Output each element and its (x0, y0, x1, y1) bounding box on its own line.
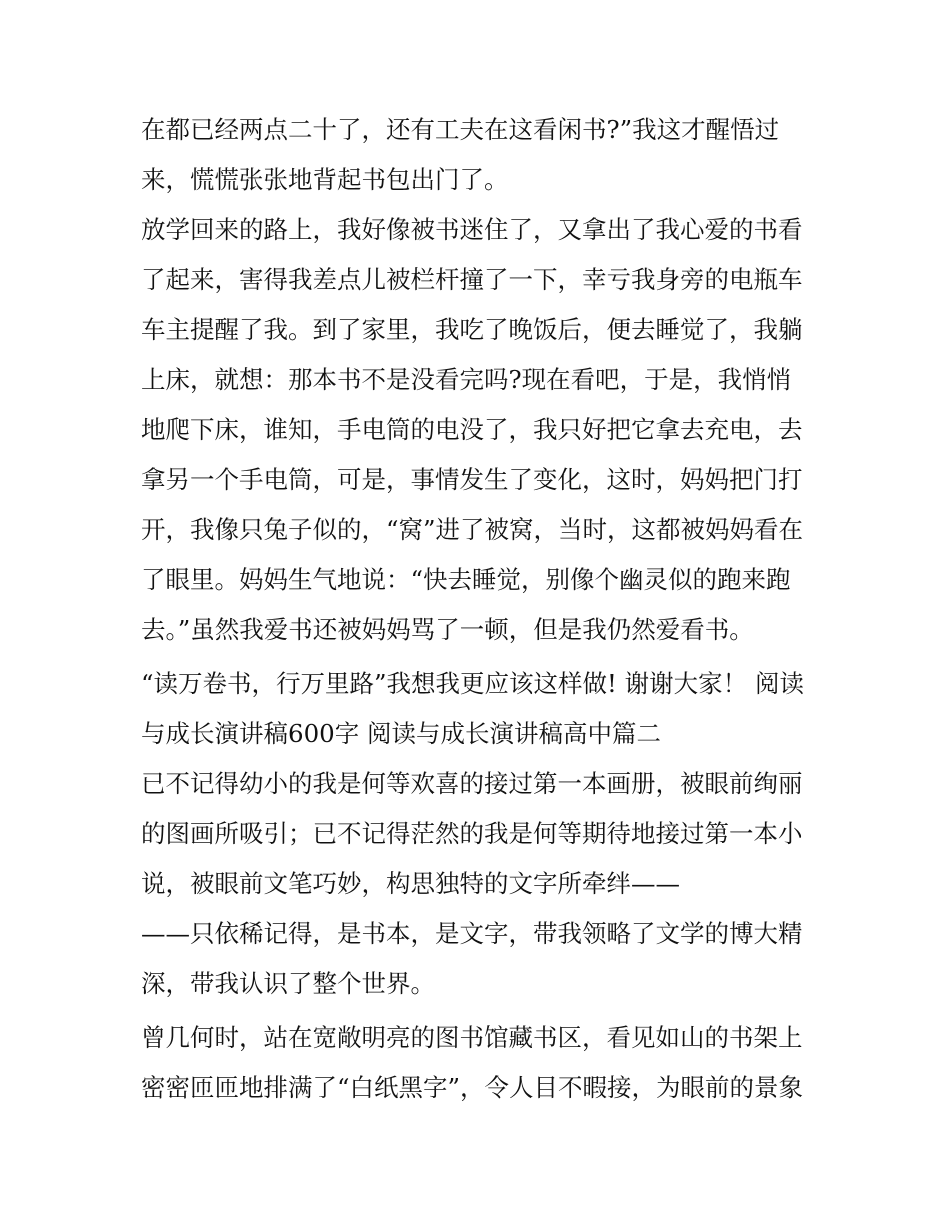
text-line-2: 来，慌慌张张地背起书包出门了。 (141, 165, 509, 194)
text-line-3: 放学回来的路上，我好像被书迷住了，又拿出了我心爱的书看 (141, 215, 803, 244)
text-line-13: 与成长演讲稿600字 阅读与成长演讲稿高中篇二 (141, 719, 662, 748)
text-line-4: 了起来，害得我差点儿被栏杆撞了一下，幸亏我身旁的电瓶车 (141, 265, 803, 294)
text-line-12: “读万卷书，行万里路”我想我更应该这样做! 谢谢大家！ 阅读 (141, 669, 804, 698)
text-line-6: 上床，就想：那本书不是没看完吗?现在看吧，于是，我悄悄 (141, 365, 792, 394)
text-line-16: 说，被眼前文笔巧妙，构思独特的文字所牵绊—— (141, 869, 680, 898)
text-line-8: 拿另一个手电筒，可是，事情发生了变化，这时，妈妈把门打 (141, 465, 803, 494)
text-line-11: 去。”虽然我爱书还被妈妈骂了一顿，但是我仍然爱看书。 (141, 615, 754, 644)
text-line-18: 深，带我认识了整个世界。 (141, 969, 435, 998)
text-line-14: 已不记得幼小的我是何等欢喜的接过第一本画册，被眼前绚丽 (141, 769, 803, 798)
text-line-19: 曾几何时，站在宽敞明亮的图书馆藏书区，看见如山的书架上 (141, 1023, 803, 1052)
text-line-15: 的图画所吸引；已不记得茫然的我是何等期待地接过第一本小 (141, 819, 803, 848)
text-line-20: 密密匝匝地排满了“白纸黑字”，令人目不暇接，为眼前的景象 (141, 1073, 804, 1102)
text-line-7: 地爬下床，谁知，手电筒的电没了，我只好把它拿去充电，去 (141, 415, 803, 444)
text-line-5: 车主提醒了我。到了家里，我吃了晚饭后，便去睡觉了，我躺 (141, 315, 803, 344)
text-line-10: 了眼里。妈妈生气地说：“快去睡觉，别像个幽灵似的跑来跑 (141, 565, 791, 594)
text-line-1: 在都已经两点二十了，还有工夫在这看闲书?”我这才醒悟过 (141, 115, 780, 144)
text-line-9: 开，我像只兔子似的，“窝”进了被窝，当时，这都被妈妈看在 (141, 515, 804, 544)
text-line-17: ——只依稀记得，是书本，是文字，带我领略了文学的博大精 (141, 919, 803, 948)
